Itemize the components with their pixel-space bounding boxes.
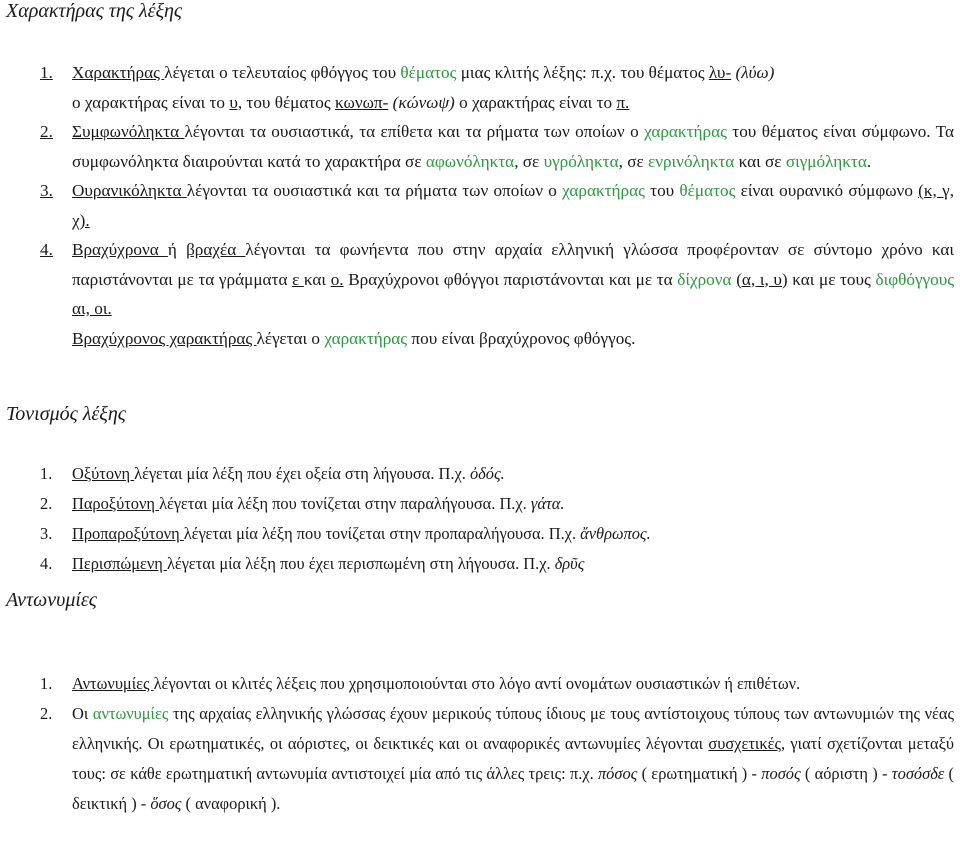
text: ( ερωτηματική ) - [637,764,762,783]
text: του [644,181,680,200]
underlined-term: συσχετικές, [708,734,786,753]
highlight-term: διφθόγγους [875,269,955,289]
text: λέγεται ο τελευταίος φθόγγος του [164,63,401,82]
text: που είναι βραχύχρονος φθόγγος. [407,328,636,348]
italic-example: γάτα. [530,494,565,513]
text: είναι ουρανικό σύμφωνο [735,181,919,200]
term-link: Περισπώμενη [72,554,167,573]
term-link: Συμφωνόληκτα [72,122,185,141]
text: και σε [734,151,786,171]
text: του θέματος [242,92,336,112]
highlight-term: χαρακτήρας [562,181,645,200]
text: μιας κλιτής λέξης: π.χ. του θέματος [456,63,709,82]
item-number: 2. [40,704,53,723]
list-item [40,549,954,579]
text: , σε [514,151,544,171]
term-link: Αντωνυμίες [72,674,154,693]
text: και με τους [787,269,876,289]
list-item [40,699,954,819]
text: γιατί σχετίζονται μεταξύ τους: σε κάθε ερωτηματική αντωνυμία αντιστοιχεί μία από τις άλλες τρεις: π.χ. [72,734,954,783]
underlined-term: αι, οι. [72,299,112,318]
text: . [866,151,872,171]
text: λέγονται τα ουσιαστικά, τα επίθετα και τα ρήματα των οποίων ο [184,122,645,141]
underlined-term: ο. [330,269,344,289]
text: του θέματος είναι σύμφωνο. Τα συμφωνόληκτα διαιρούνται κατά το χαρακτήρα σε [72,122,954,171]
term-link: Χαρακτήρας [72,63,165,82]
italic-example: δρῦς [554,554,585,573]
italic-example: (λύω) [731,63,775,82]
section-heading-pronouns: Αντωνυμίες [6,589,97,611]
term-link: Βραχύχρονα [72,240,168,259]
text: Βραχύχρονοι φθόγγοι παριστάνονται και με τα [343,269,678,289]
italic-example: ποσός [761,764,801,783]
list-item [40,489,954,519]
highlight-term: χαρακτήρας [324,328,408,348]
text: ( αόριστη ) - [800,764,892,783]
italic-example: ἄνθρωπος. [580,524,651,543]
italic-example: ὅσος [150,794,182,813]
list-item [40,459,954,489]
pronouns-list [40,669,954,819]
item-number: 2. [40,122,53,141]
list-item [40,117,954,176]
highlight-term: θέματος [679,181,736,200]
text: λέγονται οι κλιτές λέξεις που χρησιμοποιούνται στο λόγο αντί ονομάτων ουσιαστικών ή επιθέτων. [153,674,801,693]
italic-example: πόσος [597,764,638,783]
underlined-term: (α, ι, υ) [736,269,788,289]
item-number: 1. [40,63,53,82]
item-number: 3. [40,524,53,543]
text: ή [167,240,187,259]
text: λέγεται μία λέξη που έχει οξεία στη λήγουσα. Π.χ. [134,464,470,483]
text: λέγεται ο [256,328,325,348]
highlight-term: ενρινόληκτα [647,151,735,171]
list-item [40,235,954,353]
italic-example: (κώνωψ) [388,92,455,112]
underlined-term: ε [292,269,304,289]
text: και [303,269,331,289]
underlined-term: (κ, γ, χ). [72,181,954,230]
list-item [40,58,954,117]
underlined-term: π. [616,92,630,112]
list-item [40,669,954,699]
highlight-term: δίχρονα [677,269,732,289]
text: ο χαρακτήρας είναι το [454,92,617,112]
text: ο χαρακτήρας είναι το [72,92,230,112]
highlight-term: χαρακτήρας [644,122,727,141]
item-number: 1. [40,674,53,693]
text: λέγεται μία λέξη που τονίζεται στην παραλήγουσα. Π.χ. [159,494,531,513]
italic-example: ὀδός. [469,464,505,483]
text: ( δεικτική ) - [72,764,955,813]
item-number: 2. [40,494,53,513]
section-heading-word-character: Χαρακτήρας της λέξης [6,0,183,22]
list-item [40,176,954,235]
text: της αρχαίας ελληνικής γλώσσας έχουν μερικούς τύπους ίδιους με τους αντίστοιχους τύπους των αντωνυμιών της νέας ελληνικής. Οι ερωτηματικές, οι αόριστες, οι δεικτικές και οι αναφορικές αντωνυμίες λέγονται [72,704,954,753]
term-link: βραχέα [186,240,246,259]
text: ( αναφορική ). [181,794,281,813]
word-character-list [40,58,954,353]
item-number: 3. [40,181,53,200]
highlight-term: αντωνυμίες [92,704,169,723]
text: Οι [72,704,93,723]
italic-example: τοσόσδε [891,764,945,783]
text: λέγονται τα φωνήεντα που στην αρχαία ελληνική γλώσσα προφέρονταν σε σύντομο χρόνο και παριστάνονται με τα γράμματα [72,240,954,289]
term-link: Προπαροξύτονη [72,524,184,543]
text: λέγεται μία λέξη που έχει περισπωμένη στη λήγουσα. Π.χ. [166,554,555,573]
underlined-term: κωνωπ- [335,92,389,112]
underlined-term: λυ- [708,63,732,82]
text: λέγονται τα ουσιαστικά και τα ρήματα των οποίων ο [186,181,563,200]
term-link: Οξύτονη [72,464,135,483]
highlight-term: υγρόληκτα [543,151,619,171]
section-heading-word-accent: Τονισμός λέξης [6,403,126,425]
text: λέγεται μία λέξη που τονίζεται στην προπαραλήγουσα. Π.χ. [183,524,581,543]
word-accent-list [40,459,954,579]
underlined-term: υ, [229,92,243,112]
list-item [40,519,954,549]
item-number: 4. [40,240,53,259]
item-number: 1. [40,464,53,483]
highlight-term: θέματος [400,63,457,82]
text: , σε [618,151,648,171]
highlight-term: σιγμόληκτα [785,151,867,171]
term-link: Παροξύτονη [72,494,160,513]
term-link: Ουρανικόληκτα [72,181,187,200]
term-link: Βραχύχρονος χαρακτήρας [72,328,257,348]
item-number: 4. [40,554,53,573]
highlight-term: αφωνόληκτα [425,151,515,171]
